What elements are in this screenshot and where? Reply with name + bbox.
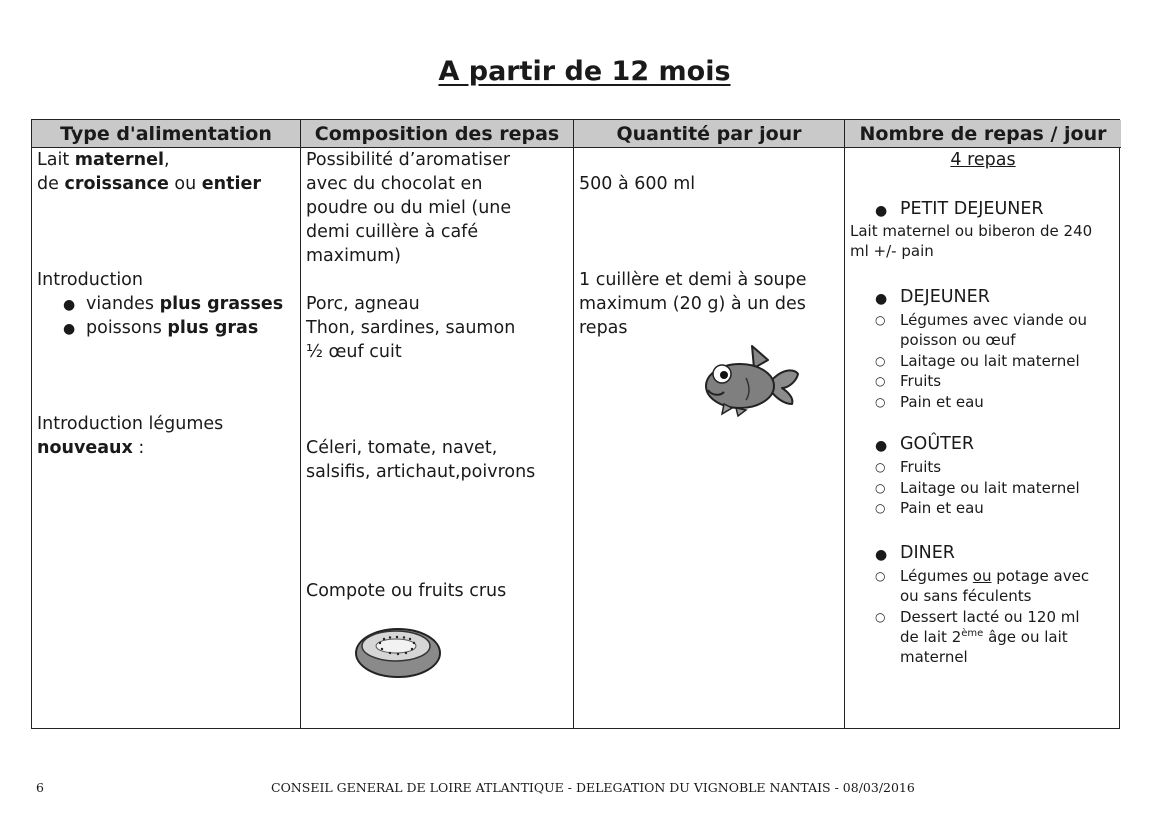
list-item: Pain et eau: [900, 393, 984, 411]
column-quantity: [574, 148, 844, 728]
page-title: A partir de 12 mois: [438, 56, 731, 87]
text-line: Thon, sardines, saumon: [306, 318, 516, 338]
text-line: repas: [579, 318, 628, 338]
column-type: [32, 148, 300, 728]
feeding-table: [31, 119, 1120, 729]
header-meals: Nombre de repas / jour: [845, 120, 1121, 148]
text-line: demi cuillère à café: [306, 222, 479, 242]
text-line: salsifis, artichaut,poivrons: [306, 462, 536, 482]
page-number: 6: [36, 780, 44, 795]
meal-count: 4 repas: [950, 150, 1016, 170]
bullet-icon: ●: [63, 297, 76, 313]
circle-bullet-icon: ○: [875, 313, 886, 327]
bullet-icon: ●: [875, 291, 888, 307]
bullet-icon: ●: [875, 203, 888, 219]
circle-bullet-icon: ○: [875, 501, 886, 515]
list-item: maternel: [900, 648, 968, 666]
meal-title: DEJEUNER: [900, 287, 990, 307]
circle-bullet-icon: ○: [875, 460, 886, 474]
list-item: Légumes avec viande ou: [900, 311, 1088, 329]
list-item: Laitage ou lait maternel: [900, 479, 1080, 497]
vegetables-label: Introduction légumes: [37, 414, 224, 434]
text-line: Possibilité d’aromatiser: [306, 150, 511, 170]
text-line: maximum (20 g) à un des: [579, 294, 806, 314]
circle-bullet-icon: ○: [875, 610, 886, 624]
text-line: 1 cuillère et demi à soupe: [579, 270, 807, 290]
kiwi-icon: [354, 618, 444, 682]
bullet-icon: ●: [875, 438, 888, 454]
circle-bullet-icon: ○: [875, 569, 886, 583]
list-item: Dessert lacté ou 120 ml: [900, 608, 1080, 626]
circle-bullet-icon: ○: [875, 354, 886, 368]
bullet-icon: ●: [875, 547, 888, 563]
fish-icon: [684, 338, 804, 424]
text-line: Céleri, tomate, navet,: [306, 438, 498, 458]
text-line: 500 à 600 ml: [579, 174, 696, 194]
circle-bullet-icon: ○: [875, 395, 886, 409]
text-line: avec du chocolat en: [306, 174, 483, 194]
list-item: viandes plus grasses: [86, 294, 284, 314]
text-line: maximum): [306, 246, 402, 266]
header-quantity: Quantité par jour: [574, 120, 844, 148]
text-line: ½ œuf cuit: [306, 342, 402, 362]
meal-title: DINER: [900, 543, 955, 563]
header-composition: Composition des repas: [301, 120, 573, 148]
list-item: de lait 2ème âge ou lait: [900, 628, 1068, 646]
list-item: poissons plus gras: [86, 318, 259, 338]
list-item: Légumes ou potage avec: [900, 567, 1090, 585]
text-line: ml +/- pain: [850, 242, 934, 260]
list-item: Fruits: [900, 372, 942, 390]
list-item: Laitage ou lait maternel: [900, 352, 1080, 370]
milk-line: de croissance ou entier: [37, 174, 261, 194]
introduction-label: Introduction: [37, 270, 143, 290]
meal-title: PETIT DEJEUNER: [900, 199, 1044, 219]
list-item: Fruits: [900, 458, 942, 476]
text-line: Lait maternel ou biberon de 240: [850, 222, 1093, 240]
text-line: Porc, agneau: [306, 294, 420, 314]
footer-text: CONSEIL GENERAL DE LOIRE ATLANTIQUE - DELEGATION DU VIGNOBLE NANTAIS - 08/03/2016: [271, 780, 915, 795]
vegetables-label: nouveaux :: [37, 438, 145, 458]
text-line: poudre ou du miel (une: [306, 198, 512, 218]
bullet-icon: ●: [63, 321, 76, 337]
list-item: poisson ou œuf: [900, 331, 1016, 349]
milk-line: Lait maternel,: [37, 150, 170, 170]
list-item: ou sans féculents: [900, 587, 1032, 605]
column-meals: [845, 148, 1121, 728]
meal-title: GOÛTER: [900, 434, 975, 454]
header-type: Type d'alimentation: [32, 120, 300, 148]
circle-bullet-icon: ○: [875, 374, 886, 388]
list-item: Pain et eau: [900, 499, 984, 517]
circle-bullet-icon: ○: [875, 481, 886, 495]
text-line: Compote ou fruits crus: [306, 581, 507, 601]
column-composition: [301, 148, 573, 728]
